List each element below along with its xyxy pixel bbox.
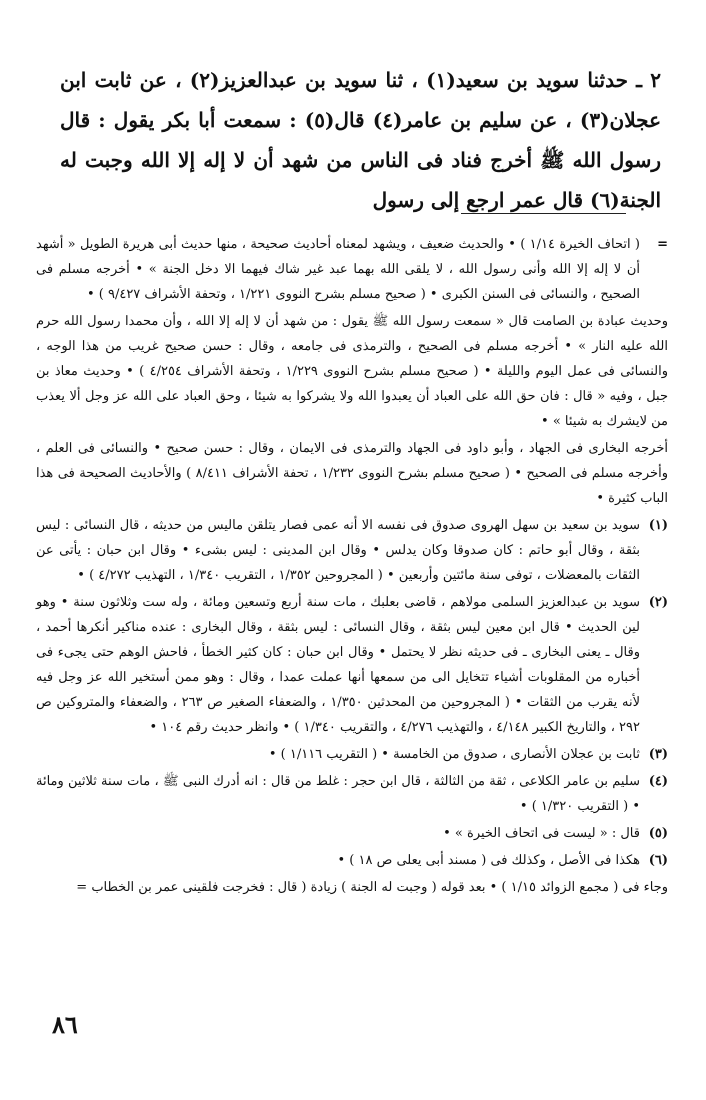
footnote-text: وحديث عبادة بن الصامت قال « سمعت رسول الله ﷺ يقول : من شهد أن لا إله إلا الله ، وأن محمدا رسول الله حرم الله عليه النار » • أخرجه مسلم فى الصحيح ، والترمذى فى جامعه ، وقال : حسن صحيح غريب من هذا الوجه ، والنسائى فى عمل اليوم والليلة • ( صحيح مسلم بشرح النووى ١/٢٢٩ ، وتحفة الأشراف ٤/٢٥٤ ) • وحديث معاذ بن جبل ، وفيه « قال : فان حق الله على العباد أن يعبدوا الله ولا يشركوا به شيئا ، وحق العباد على الله عز وجل ألا يعذب من لايشرك به شيئا » • bbox=[36, 314, 668, 429]
footnote-text: سويد بن سعيد بن سهل الهروى صدوق فى نفسه الا أنه عمى فصار يتلقن ماليس من حديثه ، قال النسائى : ليس بثقة ، وقال أبو حاتم : كان صدوقا وكان يدلس • وقال ابن المدينى : ليس بشىء • وقال ابن حبان : يأتى عن الثقات بالمعضلات ، توفى سنة مائتين وأربعين • ( المجروحين ١/٣٥٢ ، التقريب ١/٣٤٠ ، التهذيب ٤/٢٧٢ ) • bbox=[36, 518, 640, 583]
footnote-text: أخرجه البخارى فى الجهاد ، وأبو داود فى الجهاد والترمذى فى الايمان ، وقال : حسن صحيح • والنسائى فى العلم ، وأخرجه مسلم فى الصحيح • ( صحيح مسلم بشرح النووى ١/٢٣٢ ، تحفة الأشراف ٨/٤١١ ) والأحاديث الصحيحة فى هذا الباب كثيرة • bbox=[36, 441, 668, 506]
footnote-text: هكذا فى الأصل ، وكذلك فى ( مسند أبى يعلى ص ١٨ ) • bbox=[337, 853, 640, 868]
footnote-text: سليم بن عامر الكلاعى ، ثقة من الثالثة ، قال ابن حجر : غلط من قال : انه أدرك النبى ﷺ ، مات سنة ثلاثين ومائة • ( التقريب ١/٣٢٠ ) • bbox=[36, 774, 640, 814]
footnote-4 bbox=[36, 769, 668, 819]
footnote-text: سويد بن عبدالعزيز السلمى مولاهم ، قاضى بعلبك ، مات سنة أربع وتسعين ومائة ، وله ست وثلاثون سنة • وهو لين الحديث • قال ابن معين ليس بثقة ، وقال النسائى : ليس بثقة ، وقال البخارى : عنده مناكير أنكرها أحمد ، وقال ـ يعنى البخارى ـ فى حديثه نظر لا يحتمل • وقال ابن حبان : كان كثير الخطأ ، فاحش الوهم حتى يجىء فى أخباره من المقلوبات أشياء تتخايل الى من سمعها أنها عملت عمدا ، وقال : وهو ممن أستخير الله عز وجل فيه لأنه يقرب من الثقات • ( المجروحين من المحدثين ١/٣٥٠ ، والضعفاء الصغير ص ٢٦٣ ، والضعفاء والمتروكين ص ٢٩٢ ، والتاريخ الكبير ٤/١٤٨ ، والتهذيب ٤/٢٧٦ ، والتقريب ١/٣٤٠ ) • وانظر حديث رقم ١٠٤ • bbox=[36, 595, 641, 735]
footnote-text: ثابت بن عجلان الأنصارى ، صدوق من الخامسة • ( التقريب ١/١١٦ ) • bbox=[268, 747, 640, 762]
hadith-paragraph: ٢ ـ حدثنا سويد بن سعيد(١) ، ثنا سويد بن عبدالعزيز(٢) ، عن ثابت ابن عجلان(٣) ، عن سليم بن عامر(٤) قال(٥) : سمعت أبا بكر يقول : قال رسول الله ﷺ أخرج فناد فى الناس من شهد أن لا إله إلا الله وجبت له الجنة(٦) قال عمر ارجع إلى رسول bbox=[60, 68, 662, 212]
footnote-continuation bbox=[36, 232, 668, 307]
footnote-text: قال : « ليست فى اتحاف الخيرة » • bbox=[443, 826, 640, 841]
footnote-number: (١) bbox=[648, 518, 668, 533]
footnote-3 bbox=[36, 742, 668, 767]
footnote-5 bbox=[36, 821, 668, 846]
footnote-6 bbox=[36, 848, 668, 873]
footnote-number: (٥) bbox=[648, 826, 668, 841]
footnote-number: (٣) bbox=[648, 747, 668, 762]
continuation-mark: = bbox=[657, 237, 668, 252]
footnote-paragraph bbox=[36, 875, 668, 900]
footnote-2 bbox=[36, 590, 668, 740]
footnote-text: وجاء فى ( مجمع الزوائد ١/١٥ ) • بعد قوله ( وجبت له الجنة ) زيادة ( قال : فخرجت فلقينى عمر بن الخطاب = bbox=[76, 880, 668, 895]
footnote-divider bbox=[461, 213, 626, 214]
footnote-text: ( اتحاف الخيرة ١/١٤ ) • والحديث ضعيف ، ويشهد لمعناه أحاديث صحيحة ، منها حديث أبى هريرة الطويل « أشهد أن لا إله إلا الله وأنى رسول الله ، لا يلقى الله بهما عبد غير شاك فيهما الا دخل الجنة » • أخرجه مسلم فى الصحيح ، والنسائى فى السنن الكبرى • ( صحيح مسلم بشرح النووى ١/٢٢١ ، وتحفة الأشراف ٩/٤٢٧ ) • bbox=[36, 237, 640, 302]
footnote-number: (٤) bbox=[648, 774, 668, 789]
footnote-paragraph bbox=[36, 309, 668, 434]
footnote-number: (٦) bbox=[648, 853, 668, 868]
footnote-paragraph bbox=[36, 436, 668, 511]
page-number: ٨٦ bbox=[52, 1010, 78, 1039]
footnote-number: (٢) bbox=[648, 595, 668, 610]
hadith-main-text bbox=[60, 60, 661, 220]
footnotes-section bbox=[36, 232, 668, 902]
footnote-1 bbox=[36, 513, 668, 588]
